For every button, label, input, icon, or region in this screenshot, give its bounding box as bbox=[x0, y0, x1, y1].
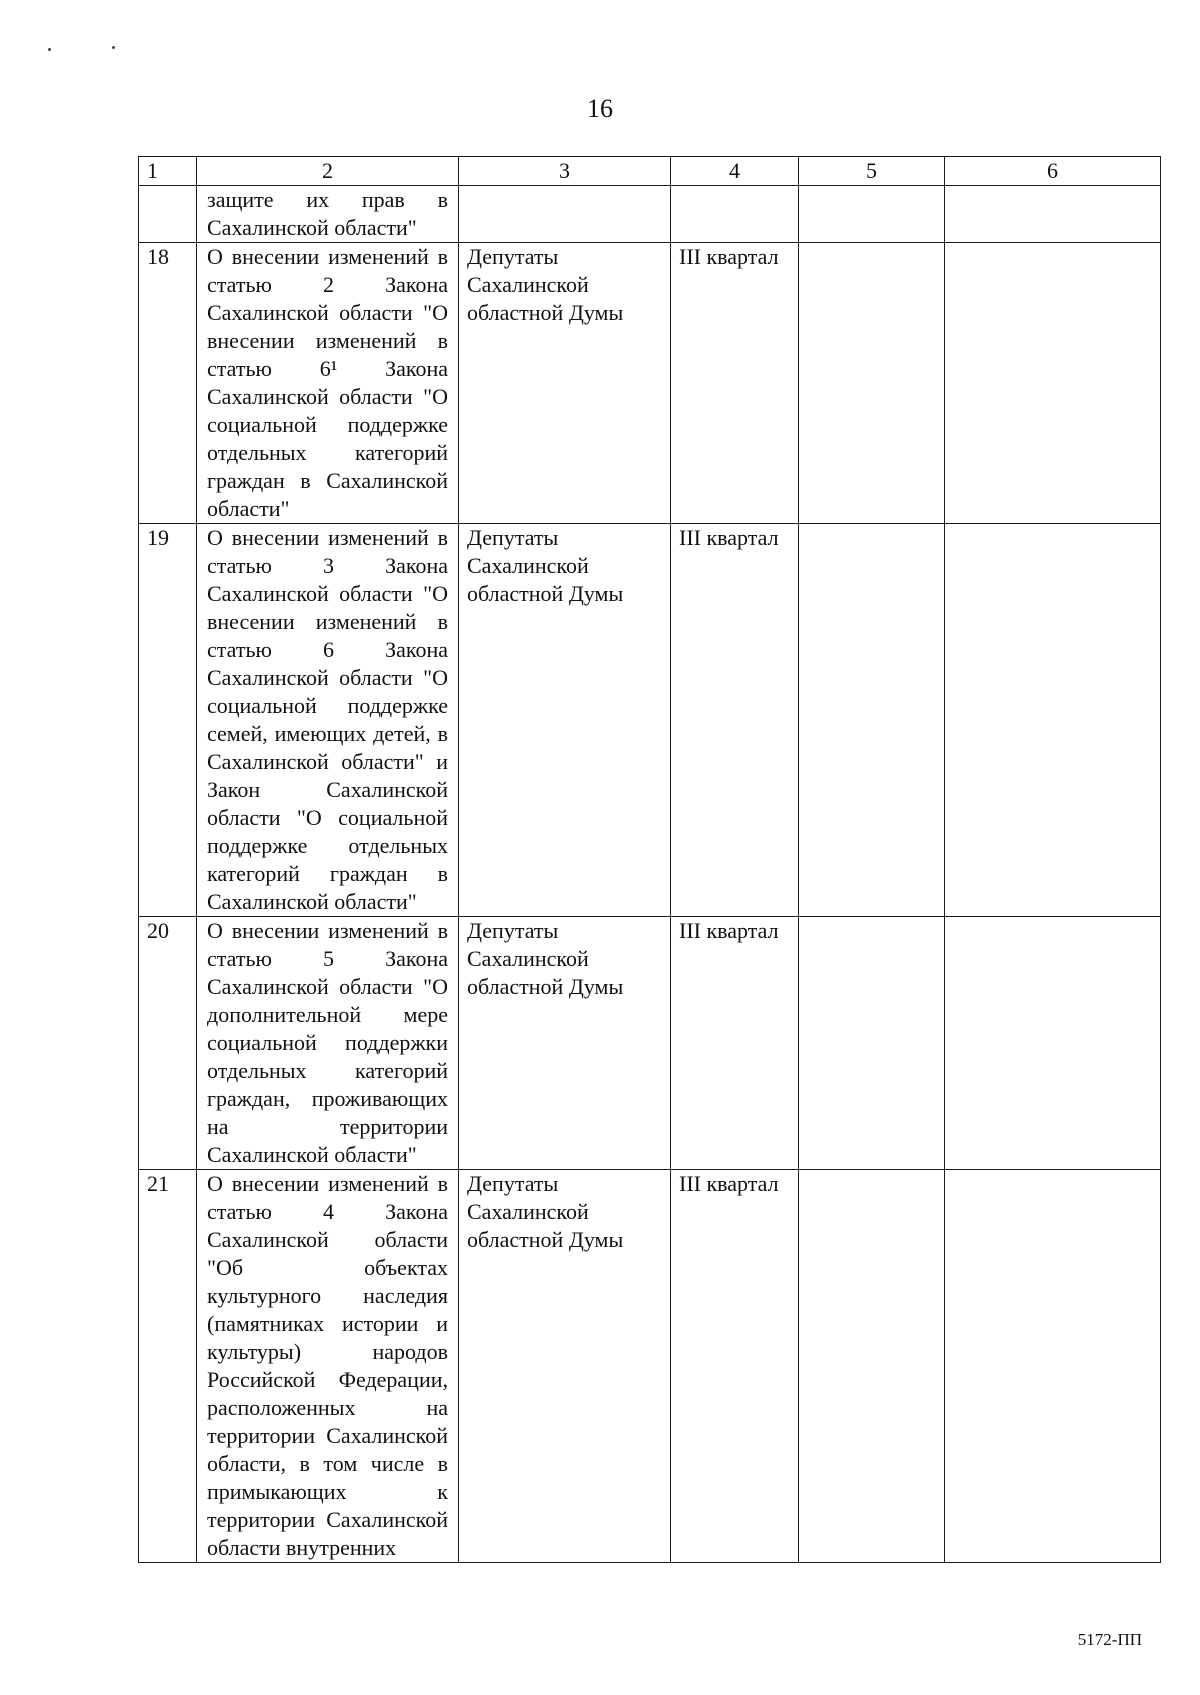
row-initiator: Депутаты Сахалинской областной Думы bbox=[459, 1170, 671, 1563]
row-title: О внесении изменений в статью 2 Закона Сахалинской области "О внесении изменений в статью 6¹ Закона Сахалинской области "О социальной поддержке отдельных категорий граждан в Сахалинской области" bbox=[197, 243, 459, 524]
row-number: 19 bbox=[139, 524, 197, 917]
row-col6 bbox=[945, 524, 1161, 917]
row-col5 bbox=[799, 917, 945, 1170]
row-col6 bbox=[945, 1170, 1161, 1563]
page-number: 16 bbox=[587, 94, 613, 123]
row-period: III квартал bbox=[671, 1170, 799, 1563]
row-initiator: Депутаты Сахалинской областной Думы bbox=[459, 243, 671, 524]
row-number: 18 bbox=[139, 243, 197, 524]
table-row bbox=[139, 243, 1161, 524]
row-col6 bbox=[945, 243, 1161, 524]
row-col6 bbox=[945, 186, 1161, 243]
header-col-4: 4 bbox=[671, 157, 799, 186]
row-initiator: Депутаты Сахалинской областной Думы bbox=[459, 917, 671, 1170]
header-col-1: 1 bbox=[139, 157, 197, 186]
row-title: О внесении изменений в статью 5 Закона Сахалинской области "О дополнительной мере социальной поддержки отдельных категорий граждан, проживающих на территории Сахалинской области" bbox=[197, 917, 459, 1170]
row-number: 21 bbox=[139, 1170, 197, 1563]
row-initiator: Депутаты Сахалинской областной Думы bbox=[459, 524, 671, 917]
row-initiator bbox=[459, 186, 671, 243]
row-col5 bbox=[799, 243, 945, 524]
row-title: О внесении изменений в статью 4 Закона Сахалинской области "Об объектах культурного наследия (памятниках истории и культуры) народов Российской Федерации, расположенных на территории Сахалинской области, в том числе в примыкающих к территории Сахалинской области внутренних bbox=[197, 1170, 459, 1563]
table-header-row bbox=[139, 157, 1161, 186]
header-col-3: 3 bbox=[459, 157, 671, 186]
row-period: III квартал bbox=[671, 524, 799, 917]
row-period: III квартал bbox=[671, 243, 799, 524]
row-title: защите их прав в Сахалинской области" bbox=[197, 186, 459, 243]
row-col5 bbox=[799, 1170, 945, 1563]
plan-table bbox=[138, 156, 1161, 1563]
header-col-2: 2 bbox=[197, 157, 459, 186]
scan-speck bbox=[112, 46, 115, 49]
table-row bbox=[139, 524, 1161, 917]
document-code: 5172-ПП bbox=[1077, 1630, 1142, 1649]
row-col6 bbox=[945, 917, 1161, 1170]
row-period: III квартал bbox=[671, 917, 799, 1170]
row-title: О внесении изменений в статью 3 Закона Сахалинской области "О внесении изменений в статью 6 Закона Сахалинской области "О социальной поддержке семей, имеющих детей, в Сахалинской области" и Закон Сахалинской области "О социальной поддержке отдельных категорий граждан в Сахалинской области" bbox=[197, 524, 459, 917]
row-col5 bbox=[799, 524, 945, 917]
scan-speck bbox=[48, 48, 51, 51]
header-col-6: 6 bbox=[945, 157, 1161, 186]
table-row bbox=[139, 1170, 1161, 1563]
row-number bbox=[139, 186, 197, 243]
row-period bbox=[671, 186, 799, 243]
table-row bbox=[139, 186, 1161, 243]
row-number: 20 bbox=[139, 917, 197, 1170]
header-col-5: 5 bbox=[799, 157, 945, 186]
row-col5 bbox=[799, 186, 945, 243]
table-row bbox=[139, 917, 1161, 1170]
